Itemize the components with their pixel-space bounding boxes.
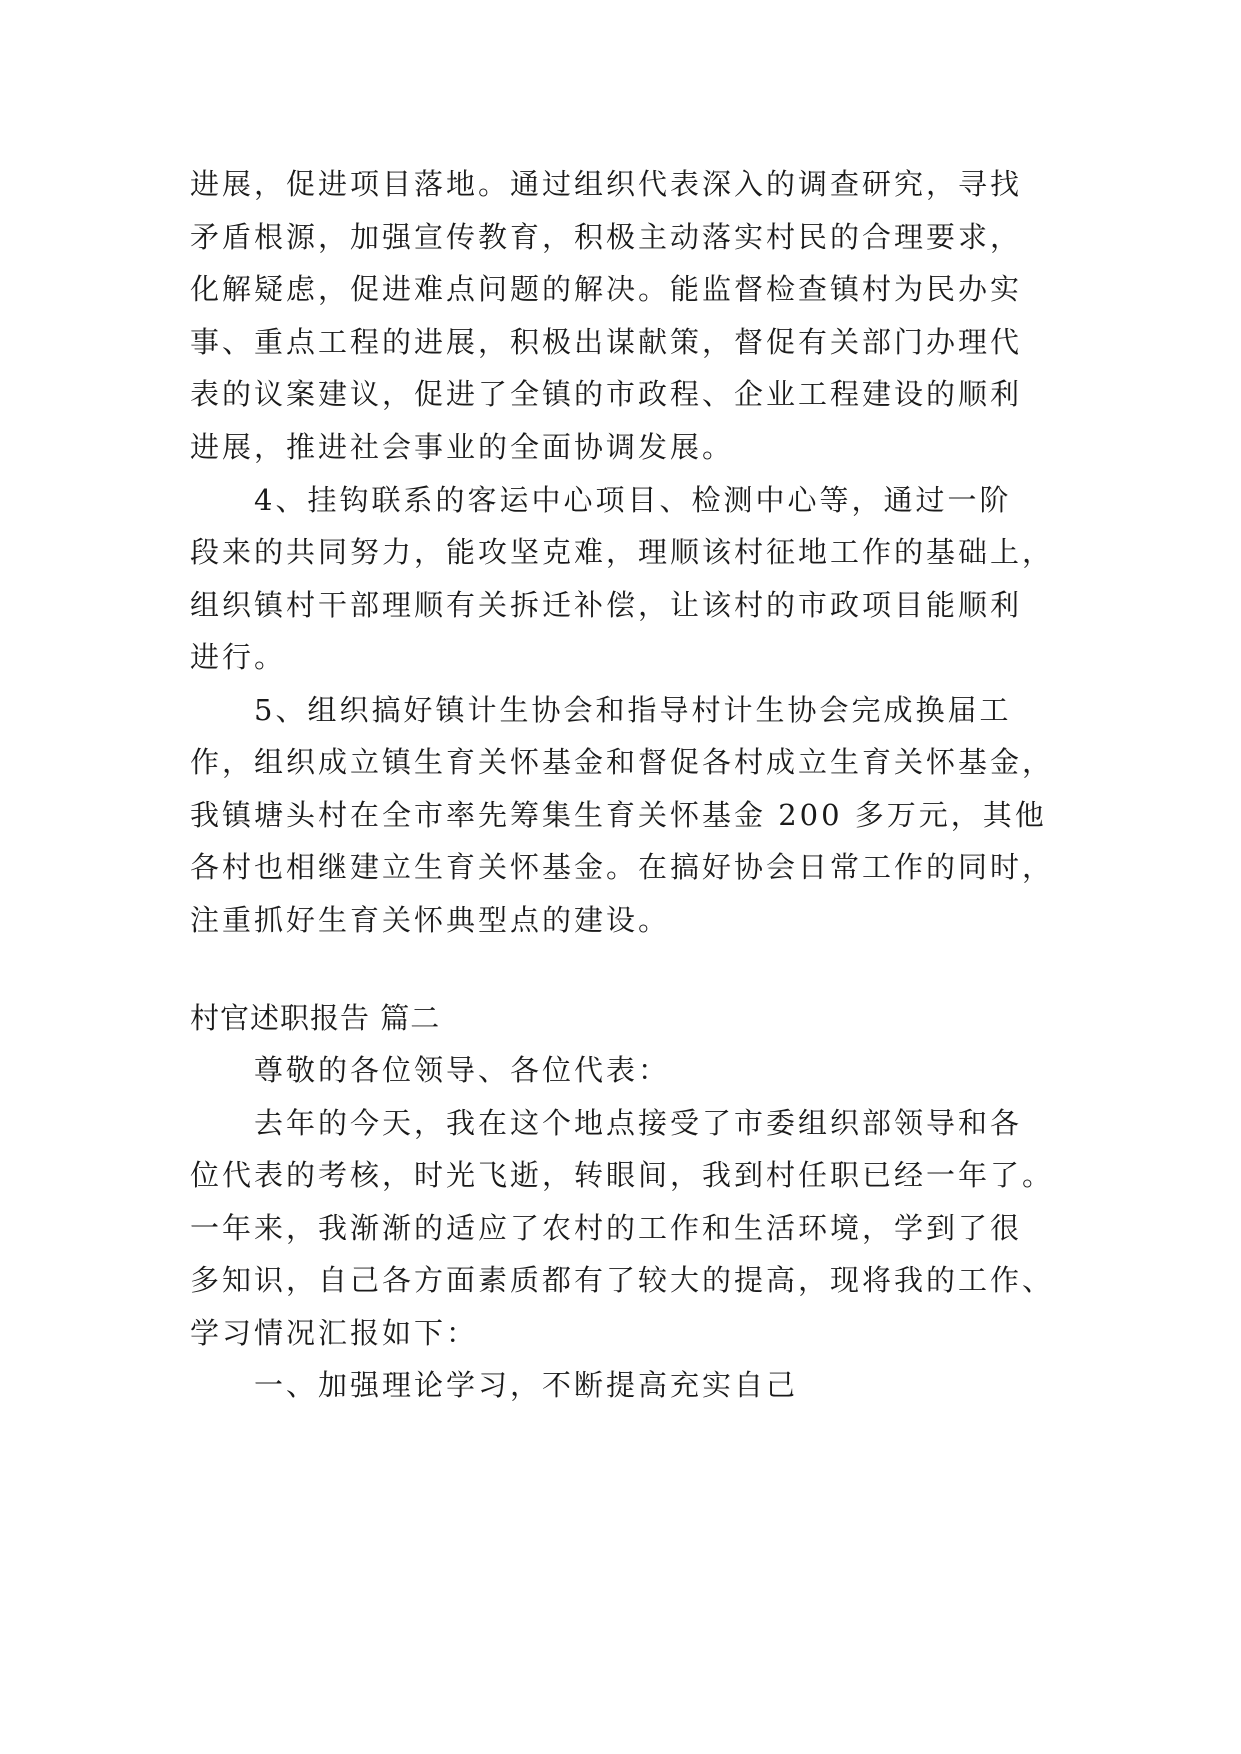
paragraph-line: 组织镇村干部理顺有关拆迁补偿，让该村的市政项目能顺利 — [190, 588, 1023, 622]
paragraph-line: 去年的今天，我在这个地点接受了市委组织部领导和各 — [254, 1106, 1023, 1140]
paragraph-line: 位代表的考核，时光飞逝，转眼间，我到村任职已经一年了。 — [190, 1158, 1055, 1192]
paragraph-line: 5、组织搞好镇计生协会和指导村计生协会完成换届工 — [254, 693, 1012, 727]
paragraph-line: 事、重点工程的进展，积极出谋献策，督促有关部门办理代 — [190, 325, 1023, 359]
subheading: 一、加强理论学习，不断提高充实自己 — [254, 1368, 799, 1402]
paragraph-line: 进展，促进项目落地。通过组织代表深入的调查研究，寻找 — [190, 167, 1023, 201]
paragraph-line: 段来的共同努力，能攻坚克难，理顺该村征地工作的基础上， — [190, 535, 1055, 569]
paragraph-line: 进行。 — [190, 640, 287, 674]
paragraph-line: 各村也相继建立生育关怀基金。在搞好协会日常工作的同时， — [190, 850, 1055, 884]
paragraph-line: 多知识，自己各方面素质都有了较大的提高，现将我的工作、 — [190, 1263, 1055, 1297]
paragraph-line: 矛盾根源，加强宣传教育，积极主动落实村民的合理要求， — [190, 220, 1023, 254]
salutation: 尊敬的各位领导、各位代表： — [254, 1053, 671, 1087]
paragraph-line: 进展，推进社会事业的全面协调发展。 — [190, 430, 735, 464]
paragraph-line: 学习情况汇报如下： — [190, 1316, 479, 1350]
section-heading: 村官述职报告 篇二 — [190, 1001, 441, 1035]
paragraph-line: 4、挂钩联系的客运中心项目、检测中心等，通过一阶 — [254, 483, 1012, 517]
paragraph-line: 化解疑虑，促进难点问题的解决。能监督检查镇村为民办实 — [190, 272, 1023, 306]
paragraph-line: 表的议案建议，促进了全镇的市政程、企业工程建设的顺利 — [190, 377, 1023, 411]
paragraph-line: 作，组织成立镇生育关怀基金和督促各村成立生育关怀基金， — [190, 745, 1055, 779]
paragraph-line: 我镇塘头村在全市率先筹集生育关怀基金 200 多万元，其他 — [190, 798, 1047, 832]
paragraph-line: 一年来，我渐渐的适应了农村的工作和生活环境，学到了很 — [190, 1211, 1023, 1245]
paragraph-line: 注重抓好生育关怀典型点的建设。 — [190, 903, 671, 937]
